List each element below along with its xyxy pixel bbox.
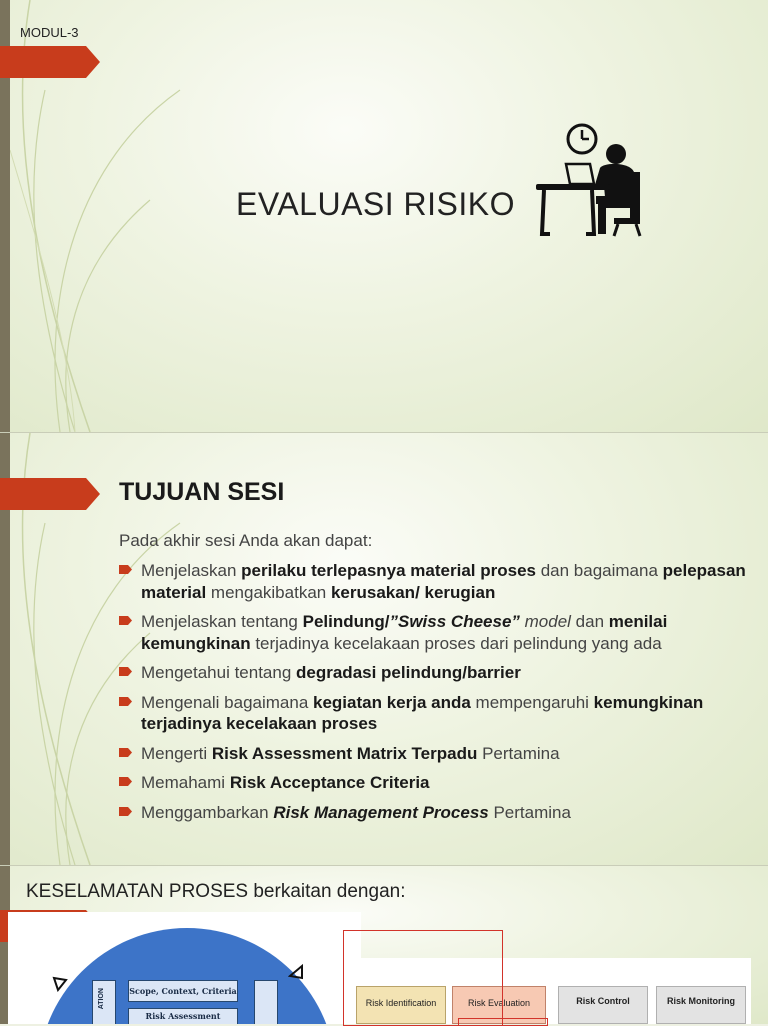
cycle-arrow-icon — [288, 964, 304, 980]
objective-text-segment: ”Swiss Cheese” — [389, 612, 520, 631]
objective-text-segment: Pelindung/ — [302, 612, 390, 631]
objective-text-segment: degradasi pelindung/barrier — [296, 663, 521, 682]
bullet-arrow-icon — [119, 696, 133, 707]
objective-item — [119, 692, 759, 735]
bullet-arrow-icon — [119, 776, 133, 787]
objective-text-segment: Pertamina — [477, 743, 560, 763]
objective-text-segment: terjadinya kecelakaan proses dari pelindung yang ada — [250, 633, 662, 653]
objectives-title: TUJUAN SESI — [119, 478, 285, 506]
objective-text-segment: Mengetahui tentang — [141, 663, 297, 682]
section-arrow — [0, 46, 100, 78]
cycle-arrow-icon — [52, 976, 68, 992]
objective-text-segment: perilaku terlepasnya material proses — [241, 561, 536, 580]
bullet-arrow-icon — [119, 666, 133, 677]
objective-text-segment: Pertamina — [488, 802, 571, 822]
bullet-arrow-icon — [119, 564, 133, 575]
process-box-risk-identification: Risk Identification — [356, 986, 446, 1024]
objective-text-segment: pelepasan material — [141, 561, 746, 602]
section-arrow — [0, 478, 100, 510]
objective-text-segment: Risk Assessment Matrix Terpadu — [211, 743, 478, 763]
objective-text-segment: Menjelaskan tentang — [141, 612, 303, 631]
bullet-arrow-icon — [119, 747, 133, 758]
objective-item — [119, 662, 759, 684]
objectives-intro: Pada akhir sesi Anda akan dapat: — [119, 531, 373, 550]
objective-text-segment: mempengaruhi — [470, 692, 594, 712]
objective-text-segment: dan — [570, 612, 609, 631]
objective-item — [119, 772, 759, 794]
process-box-risk-evaluation: Risk Evaluation — [452, 986, 546, 1024]
objective-item — [119, 560, 759, 603]
objective-text-segment: kerusakan/ kerugian — [330, 582, 496, 602]
objective-text-segment: Risk Management Process — [273, 802, 489, 822]
objective-text-segment: dan bagaimana — [535, 561, 663, 580]
objective-text-segment: Menjelaskan — [141, 561, 242, 580]
objectives-list — [119, 560, 759, 831]
objective-text-segment: mengakibatkan — [206, 582, 331, 602]
process-box-risk-monitoring: Risk Monitoring — [656, 986, 746, 1024]
risk-management-diagram — [8, 912, 361, 1024]
diagram-vertical-bar — [254, 980, 278, 1024]
highlight-frame — [343, 930, 503, 1026]
objective-text-segment: kemungkinan terjadinya kecelakaan proses — [141, 692, 704, 733]
objective-text-segment: Menggambarkan — [141, 802, 274, 822]
diagram-assessment-box: Risk Assessment — [128, 1008, 238, 1024]
objective-text-segment: model — [519, 612, 571, 631]
bullet-arrow-icon — [119, 615, 133, 626]
highlight-frame-inner — [458, 1018, 548, 1026]
bullet-arrow-icon — [119, 806, 133, 817]
diagram-scope-box: Scope, Context, Criteria — [128, 980, 238, 1002]
objective-text-segment: Memahami — [141, 773, 230, 792]
objective-item — [119, 743, 759, 765]
objective-text-segment: Mengerti — [141, 743, 212, 763]
slide-title — [0, 0, 768, 432]
objective-item — [119, 611, 759, 654]
person-at-desk-with-clock-icon — [534, 122, 644, 242]
slide-title-text: EVALUASI RISIKO — [236, 186, 515, 222]
objective-text-segment: kegiatan kerja anda — [313, 692, 471, 712]
objective-text-segment: menilai kemungkinan — [141, 612, 668, 653]
objective-text-segment: Risk Acceptance Criteria — [229, 773, 430, 792]
process-safety-title: KESELAMATAN PROSES berkaitan dengan: — [26, 881, 406, 902]
module-label: MODUL-3 — [20, 25, 79, 40]
process-box-risk-control: Risk Control — [558, 986, 648, 1024]
diagram-vertical-label: ATION — [98, 988, 105, 1010]
objective-item — [119, 802, 759, 824]
objective-text-segment: Mengenali bagaimana — [141, 692, 314, 712]
